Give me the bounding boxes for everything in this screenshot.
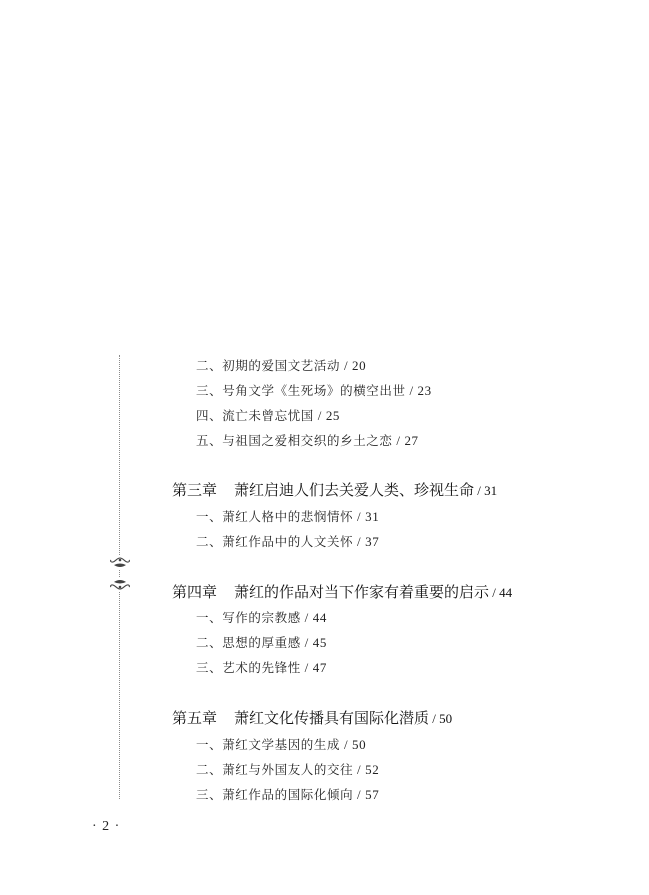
separator: / — [340, 358, 353, 373]
section-title: 三、萧红作品的国际化倾向 — [196, 787, 354, 802]
section-title: 五、与祖国之爱相交织的乡土之恋 — [196, 433, 393, 448]
page-ref: 45 — [312, 635, 327, 650]
separator: / — [429, 711, 440, 726]
separator: / — [300, 635, 313, 650]
section-title: 一、萧红人格中的悲悯情怀 — [196, 509, 354, 524]
toc-section[interactable] — [196, 359, 366, 373]
toc-section[interactable] — [196, 384, 432, 398]
toc-section[interactable] — [196, 636, 327, 650]
page-ref: 52 — [365, 762, 380, 777]
page-ref: 44 — [499, 585, 513, 600]
toc-section[interactable] — [196, 788, 379, 802]
page-ref: 37 — [365, 534, 380, 549]
separator: / — [313, 408, 326, 423]
section-title: 二、思想的厚重感 — [196, 635, 301, 650]
chapter-title: 萧红的作品对当下作家有着重要的启示 — [234, 583, 490, 601]
separator: / — [353, 534, 366, 549]
page-ref: 27 — [404, 433, 419, 448]
page-ref: 23 — [417, 383, 432, 398]
toc-section[interactable] — [196, 535, 379, 549]
separator: / — [474, 483, 485, 498]
page-ref: 31 — [484, 483, 498, 498]
separator: / — [300, 660, 313, 675]
toc-chapter-5[interactable] — [172, 711, 452, 726]
page-number: · 2 · — [92, 819, 121, 834]
section-title: 二、初期的爱国文艺活动 — [196, 358, 341, 373]
separator: / — [353, 509, 366, 524]
section-title: 二、萧红与外国友人的交往 — [196, 762, 354, 777]
chapter-number: 第五章 — [172, 709, 218, 727]
separator: / — [489, 585, 500, 600]
toc-section[interactable] — [196, 510, 379, 524]
toc-section[interactable] — [196, 763, 379, 777]
page-ref: 25 — [325, 408, 341, 423]
page-ref: 57 — [365, 787, 380, 802]
separator: / — [340, 737, 353, 752]
page-ref: 20 — [352, 358, 367, 373]
separator: / — [405, 383, 418, 398]
page-ref: 47 — [312, 660, 327, 675]
page-ref: 31 — [365, 509, 380, 524]
section-title: 三、号角文学《生死场》的横空出世 — [196, 383, 406, 398]
separator: / — [392, 433, 405, 448]
toc-section[interactable] — [196, 738, 366, 752]
page-ref: 44 — [312, 610, 327, 625]
toc-chapter-3[interactable] — [172, 483, 497, 498]
toc-section[interactable] — [196, 409, 340, 423]
section-title: 一、写作的宗教感 — [196, 610, 301, 625]
chapter-number: 第三章 — [172, 481, 218, 499]
toc-section[interactable] — [196, 661, 327, 675]
section-title: 四、流亡未曾忘忧国 — [196, 408, 314, 423]
separator: / — [300, 610, 313, 625]
chapter-title: 萧红启迪人们去关爱人类、珍视生命 — [234, 481, 475, 499]
section-title: 三、艺术的先锋性 — [196, 660, 301, 675]
separator: / — [353, 762, 366, 777]
separator: / — [353, 787, 366, 802]
chapter-title: 萧红文化传播具有国际化潜质 — [234, 709, 430, 727]
chapter-number: 第四章 — [172, 583, 218, 601]
toc-chapter-4[interactable] — [172, 585, 512, 600]
toc-section[interactable] — [196, 434, 419, 448]
page-ref: 50 — [439, 711, 453, 726]
page-ref: 50 — [352, 737, 367, 752]
section-title: 二、萧红作品中的人文关怀 — [196, 534, 354, 549]
section-title: 一、萧红文学基因的生成 — [196, 737, 341, 752]
toc-section[interactable] — [196, 611, 327, 625]
